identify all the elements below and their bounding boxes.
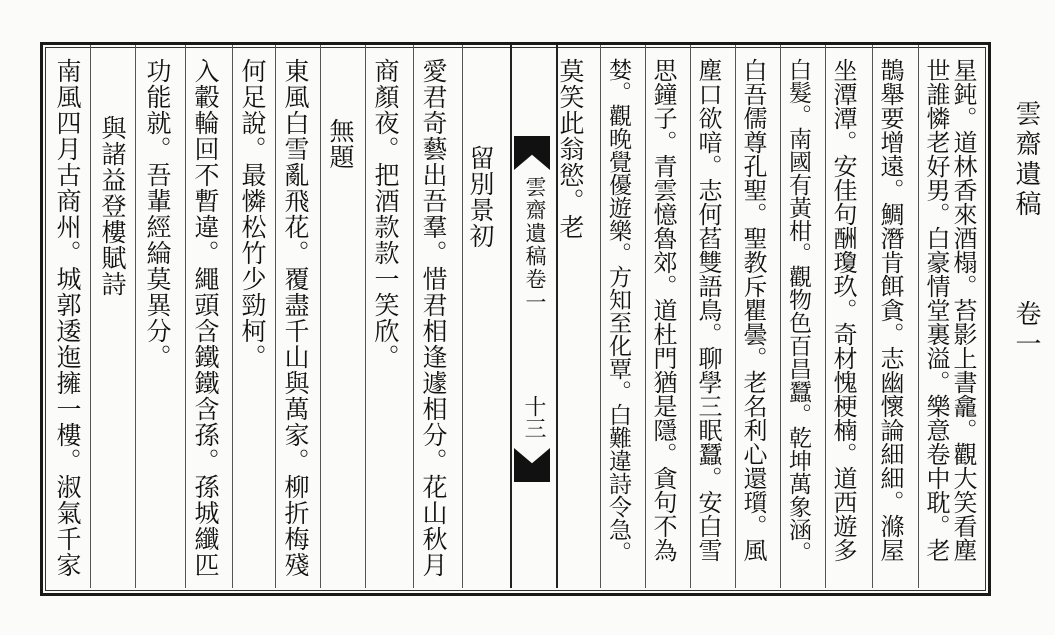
column-rule — [275, 45, 276, 588]
running-head-title: 雲齋遺稿 — [1011, 100, 1041, 220]
poem-title: 與諸益登樓賦詩 — [98, 115, 127, 297]
column-rule — [825, 45, 826, 588]
text-column: 鵲舉要增遠。鯛潛肯餌貪。志幽懷論細細。滌屋 — [876, 58, 904, 562]
column-rule — [645, 45, 646, 588]
text-column: 莫笑此翁慾。老 — [556, 58, 585, 240]
text-column: 世誰憐老好男。白豪情堂裏溢。樂意卷中耽。老 — [922, 58, 950, 562]
text-column: 塵口欲喑。志何萏雙語鳥。聊學三眠蠶。安白雪 — [694, 58, 722, 562]
text-column: 愛君奇藝出吾羣。惜君相逢遽相分。花山秋月 — [419, 58, 448, 578]
poem-title: 無題 — [326, 118, 355, 170]
text-column: 入轂輪回不暫違。繩頭含鐵鐵含孫。孫城纖匹 — [191, 58, 220, 578]
column-rule — [413, 45, 414, 588]
column-rule — [872, 45, 873, 588]
column-rule — [918, 45, 919, 588]
strip-book-title: 雲齋遺稿卷一 — [523, 176, 547, 314]
text-column: 功能就。吾輩經綸莫異分。 — [143, 58, 172, 370]
text-column: 東風白雪亂飛花。覆盡千山與萬家。柳折梅殘 — [281, 58, 310, 578]
text-column: 白吾儒尊孔聖。聖教斥瞿曇。老名利心還瓆。風 — [739, 58, 767, 562]
column-rule — [780, 45, 781, 588]
column-rule — [462, 45, 463, 588]
column-rule — [320, 45, 321, 588]
text-column: 思鐘子。青雲憶魯郊。道杜門猶是隱。貪句不為 — [649, 58, 677, 562]
column-rule — [365, 45, 366, 588]
text-column: 星鈍。道林香來酒榻。苔影上書龕。觀大笑看塵 — [949, 58, 977, 562]
column-rule — [690, 45, 691, 588]
text-column: 商顏夜。把酒款款一笑欣。 — [371, 58, 400, 370]
column-rule — [232, 45, 233, 588]
running-head-volume: 卷一 — [1011, 300, 1041, 360]
strip-page-number: 十三 — [521, 395, 546, 439]
column-rule — [90, 45, 91, 588]
center-fold-strip — [510, 45, 558, 588]
column-rule — [600, 45, 601, 588]
column-rule — [185, 45, 186, 588]
column-rule — [735, 45, 736, 588]
column-rule — [135, 45, 136, 588]
text-column: 婪。觀晚覺優遊樂。方知至化覃。白難違詩令急。 — [605, 58, 631, 564]
text-column: 南風四月古商州。城郭逶迤擁一樓。淑氣千家 — [53, 58, 82, 578]
poem-title: 留別景初 — [466, 145, 495, 249]
text-column: 坐潭潭。安佳句酬瓊玖。奇材愧梗楠。道西遊多 — [829, 58, 857, 562]
text-column: 白髮。南國有黃柑。觀物色百昌蠶。乾坤萬象涵。 — [785, 58, 811, 564]
text-column: 何足說。最憐松竹少勁柯。 — [238, 58, 267, 370]
